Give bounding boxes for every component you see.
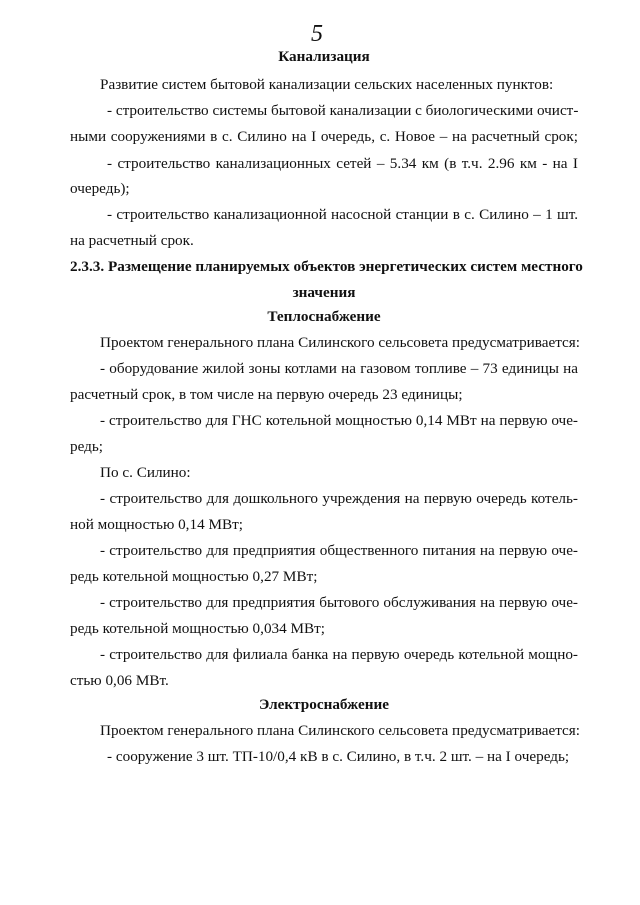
heating-item-5-line-1: - строительство для предприятия бытового обслуживания на первую оче- [100,594,578,611]
sewerage-heading: Канализация [278,48,370,65]
sewerage-item-2-line-1: - строительство канализационных сетей – 5.34 км (в т.ч. 2.96 км - на I [107,155,578,172]
heating-subheading: По с. Силино: [100,464,191,481]
sewerage-item-1-line-1: - строительство системы бытовой канализации с биологическими очист- [107,102,579,119]
heating-item-5-line-2: редь котельной мощностью 0,034 МВт; [70,620,326,637]
power-intro: Проектом генерального плана Силинского сельсовета предусматривается: [100,722,581,739]
heating-intro: Проектом генерального плана Силинского сельсовета предусматривается: [100,334,581,351]
sewerage-item-2-line-2: очередь); [70,180,130,197]
sewerage-intro: Развитие систем бытовой канализации сельских населенных пунктов: [100,76,554,93]
heating-item-1-line-2: расчетный срок, в том числе на первую очередь 23 единицы; [70,386,463,403]
page-number: 5 [311,21,323,47]
heating-item-1-line-1: - оборудование жилой зоны котлами на газовом топливе – 73 единицы на [100,360,578,377]
heating-item-3-line-2: ной мощностью 0,14 МВт; [70,516,243,533]
heating-heading: Теплоснабжение [267,308,381,325]
sewerage-item-3-line-1: - строительство канализационной насосной станции в с. Силино – 1 шт. [107,206,578,223]
heating-item-2-line-2: редь; [70,438,104,455]
heating-item-4-line-2: редь котельной мощностью 0,27 МВт; [70,568,318,585]
energy-heading-line-1: 2.3.3. Размещение планируемых объектов энергетических систем местного [70,258,583,275]
heating-item-4-line-1: - строительство для предприятия общественного питания на первую оче- [100,542,578,559]
heating-item-2-line-1: - строительство для ГНС котельной мощностью 0,14 МВт на первую оче- [100,412,578,429]
heating-item-3-line-1: - строительство для дошкольного учреждения на первую очередь котель- [100,490,578,507]
power-item-1: - сооружение 3 шт. ТП-10/0,4 кВ в с. Силино, в т.ч. 2 шт. – на I очередь; [107,748,570,765]
sewerage-item-3-line-2: на расчетный срок. [70,232,194,249]
sewerage-item-1-line-2: ными сооружениями в с. Силино на I очередь, с. Новое – на расчетный срок; [70,128,578,145]
energy-heading-line-2: значения [292,284,356,301]
heating-item-6-line-2: стью 0,06 МВт. [70,672,169,689]
heating-item-6-line-1: - строительство для филиала банка на первую очередь котельной мощно- [100,646,578,663]
power-heading: Электроснабжение [259,696,389,713]
